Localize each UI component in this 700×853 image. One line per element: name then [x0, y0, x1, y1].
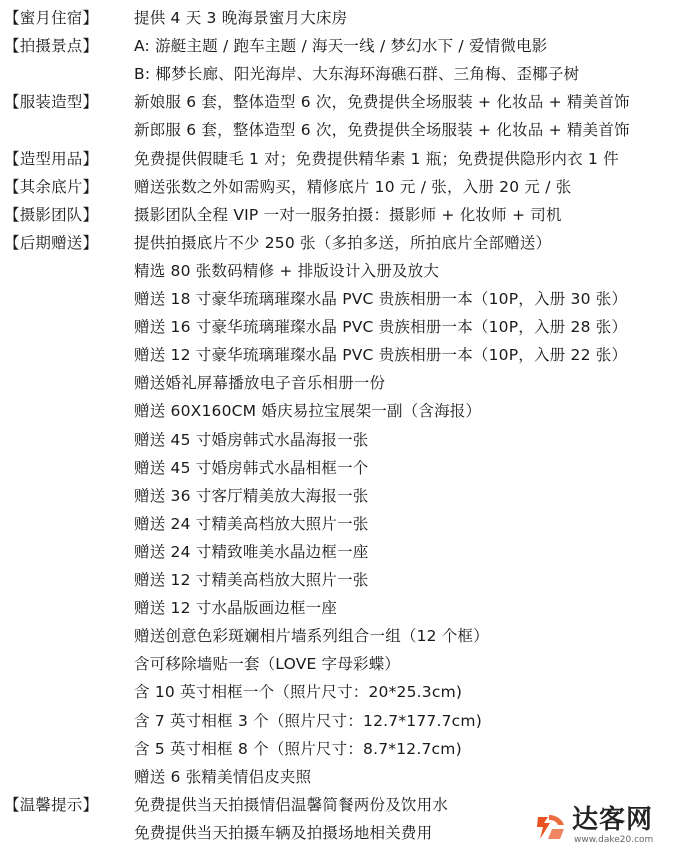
item-text: 赠送 12 寸精美高档放大照片一张 — [134, 571, 369, 589]
item-text: 免费提供假睫毛 1 对；免费提供精华素 1 瓶；免费提供隐形内衣 1 件 — [134, 149, 619, 168]
item-text: 赠送 24 寸精美高档放大照片一张 — [134, 514, 369, 533]
item-text: 新娘服 6 套，整体造型 6 次，免费提供全场服装 + 化妆品 + 精美首饰 — [134, 93, 630, 112]
item-text: B: 椰梦长廊、阳光海岸、大东海环海礁石群、三角梅、歪椰子树 — [134, 65, 580, 84]
item-text: 赠送 16 寸豪华琉璃璀璨水晶 PVC 贵族相册一本（10P，入册 28 张） — [134, 318, 628, 337]
item-text: 赠送 12 寸豪华琉璃璀璨水晶 PVC 贵族相册一本（10P，入册 22 张） — [134, 346, 628, 365]
section-label: 【服装造型】 — [4, 93, 99, 112]
item-text: 赠送 60X160CM 婚庆易拉宝展架一副（含海报） — [134, 402, 482, 421]
item-text: 免费提供当天拍摄车辆及拍摄场地相关费用 — [134, 823, 433, 842]
item-text: 免费提供当天拍摄情侣温馨简餐两份及饮用水 — [134, 795, 449, 814]
watermark-url: www.dake20.com — [574, 835, 654, 845]
item-text: 含 7 英寸相框 3 个（照片尺寸：12.7*177.7cm) — [134, 711, 482, 730]
item-text: 含 5 英寸相框 8 个（照片尺寸：8.7*12.7cm) — [134, 739, 462, 758]
item-text: 赠送 45 寸婚房韩式水晶相框一个 — [134, 458, 369, 477]
item-text: 赠送创意色彩斑斓相片墙系列组合一组（12 个框） — [134, 627, 489, 646]
item-text: 赠送 36 寸客厅精美放大海报一张 — [134, 486, 369, 505]
item-text: 精选 80 张数码精修 + 排版设计入册及放大 — [134, 261, 440, 280]
section-label: 【后期赠送】 — [4, 233, 99, 252]
item-text: 赠送 6 张精美情侣皮夹照 — [134, 767, 312, 786]
section-label: 【造型用品】 — [4, 149, 99, 168]
section-label: 【拍摄景点】 — [4, 37, 99, 56]
item-text: 摄影团队全程 VIP 一对一服务拍摄：摄影师 + 化妆师 + 司机 — [134, 205, 562, 224]
section-label: 【其余底片】 — [4, 177, 99, 196]
section-label: 【摄影团队】 — [4, 205, 99, 224]
item-text: A: 游艇主题 / 跑车主题 / 海天一线 / 梦幻水下 / 爱情微电影 — [134, 37, 548, 56]
item-text: 新郎服 6 套，整体造型 6 次，免费提供全场服装 + 化妆品 + 精美首饰 — [134, 121, 630, 140]
item-text: 提供拍摄底片不少 250 张（多拍多送，所拍底片全部赠送） — [134, 233, 552, 252]
item-text: 赠送婚礼屏幕播放电子音乐相册一份 — [134, 374, 386, 393]
item-text: 赠送 18 寸豪华琉璃璀璨水晶 PVC 贵族相册一本（10P，入册 30 张） — [134, 290, 628, 308]
item-text: 赠送 45 寸婚房韩式水晶海报一张 — [134, 430, 369, 449]
item-text: 含可移除墙贴一套（LOVE 字母彩蝶） — [134, 655, 401, 674]
item-text: 赠送 12 寸水晶版画边框一座 — [134, 599, 338, 618]
item-text: 提供 4 天 3 晚海景蜜月大床房 — [134, 9, 348, 27]
dake-logo-icon — [534, 809, 568, 843]
watermark-title: 达客网 — [572, 805, 654, 835]
item-text: 含 10 英寸相框一个（照片尺寸：20*25.3cm) — [134, 683, 463, 702]
section-label: 【蜜月住宿】 — [4, 9, 99, 27]
watermark — [534, 807, 694, 847]
section-label: 【温馨提示】 — [4, 795, 99, 814]
item-text: 赠送张数之外如需购买，精修底片 10 元 / 张，入册 20 元 / 张 — [134, 177, 572, 196]
item-text: 赠送 24 寸精致唯美水晶边框一座 — [134, 542, 369, 561]
